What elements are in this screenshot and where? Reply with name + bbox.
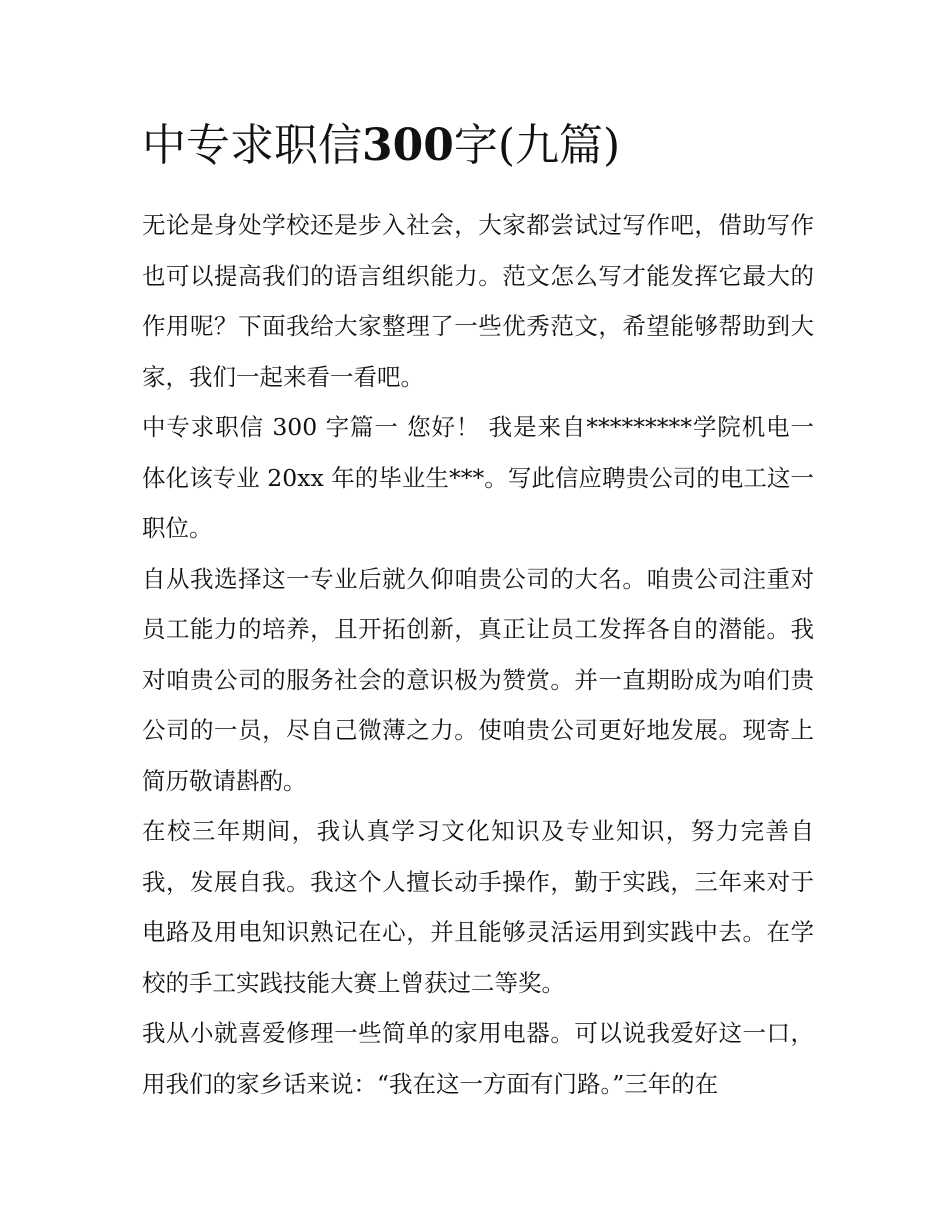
title-text-before: 中专求职信: [142, 120, 362, 171]
document-body: [142, 110, 814, 1109]
document-title: [142, 110, 814, 182]
paragraph-hobby: 我从小就喜爱修理一些简单的家用电器。可以说我爱好这一口，用我们的家乡话来说：“我在这一方面有门路。”三年的在: [142, 1019, 814, 1098]
title-number: 300: [362, 120, 454, 171]
paragraph-letter-opening: 中专求职信 300 字篇一 您好！ 我是来自*********学院机电一体化该专业 20xx 年的毕业生***。写此信应聘贵公司的电工这一职位。: [142, 413, 814, 542]
paragraph-intro: 无论是身处学校还是步入社会，大家都尝试过写作吧，借助写作也可以提高我们的语言组织能力。范文怎么写才能发挥它最大的作用呢？下面我给大家整理了一些优秀范文，希望能够帮助到大家，我们一起来看一看吧。: [142, 211, 814, 391]
title-text-after: 字(九篇): [453, 120, 621, 171]
paragraph-school-study: 在校三年期间，我认真学习文化知识及专业知识，努力完善自我，发展自我。我这个人擅长动手操作，勤于实践，三年来对于电路及用电知识熟记在心，并且能够灵活运用到实践中去。在学校的手工实践技能大赛上曾获过二等奖。: [142, 817, 814, 997]
paragraph-company-admiration: 自从我选择这一专业后就久仰咱贵公司的大名。咱贵公司注重对员工能力的培养，且开拓创新，真正让员工发挥各自的潜能。我对咱贵公司的服务社会的意识极为赞赏。并一直期盼成为咱们贵公司的一员，尽自己微薄之力。使咱贵公司更好地发展。现寄上简历敬请斟酌。: [142, 564, 814, 795]
